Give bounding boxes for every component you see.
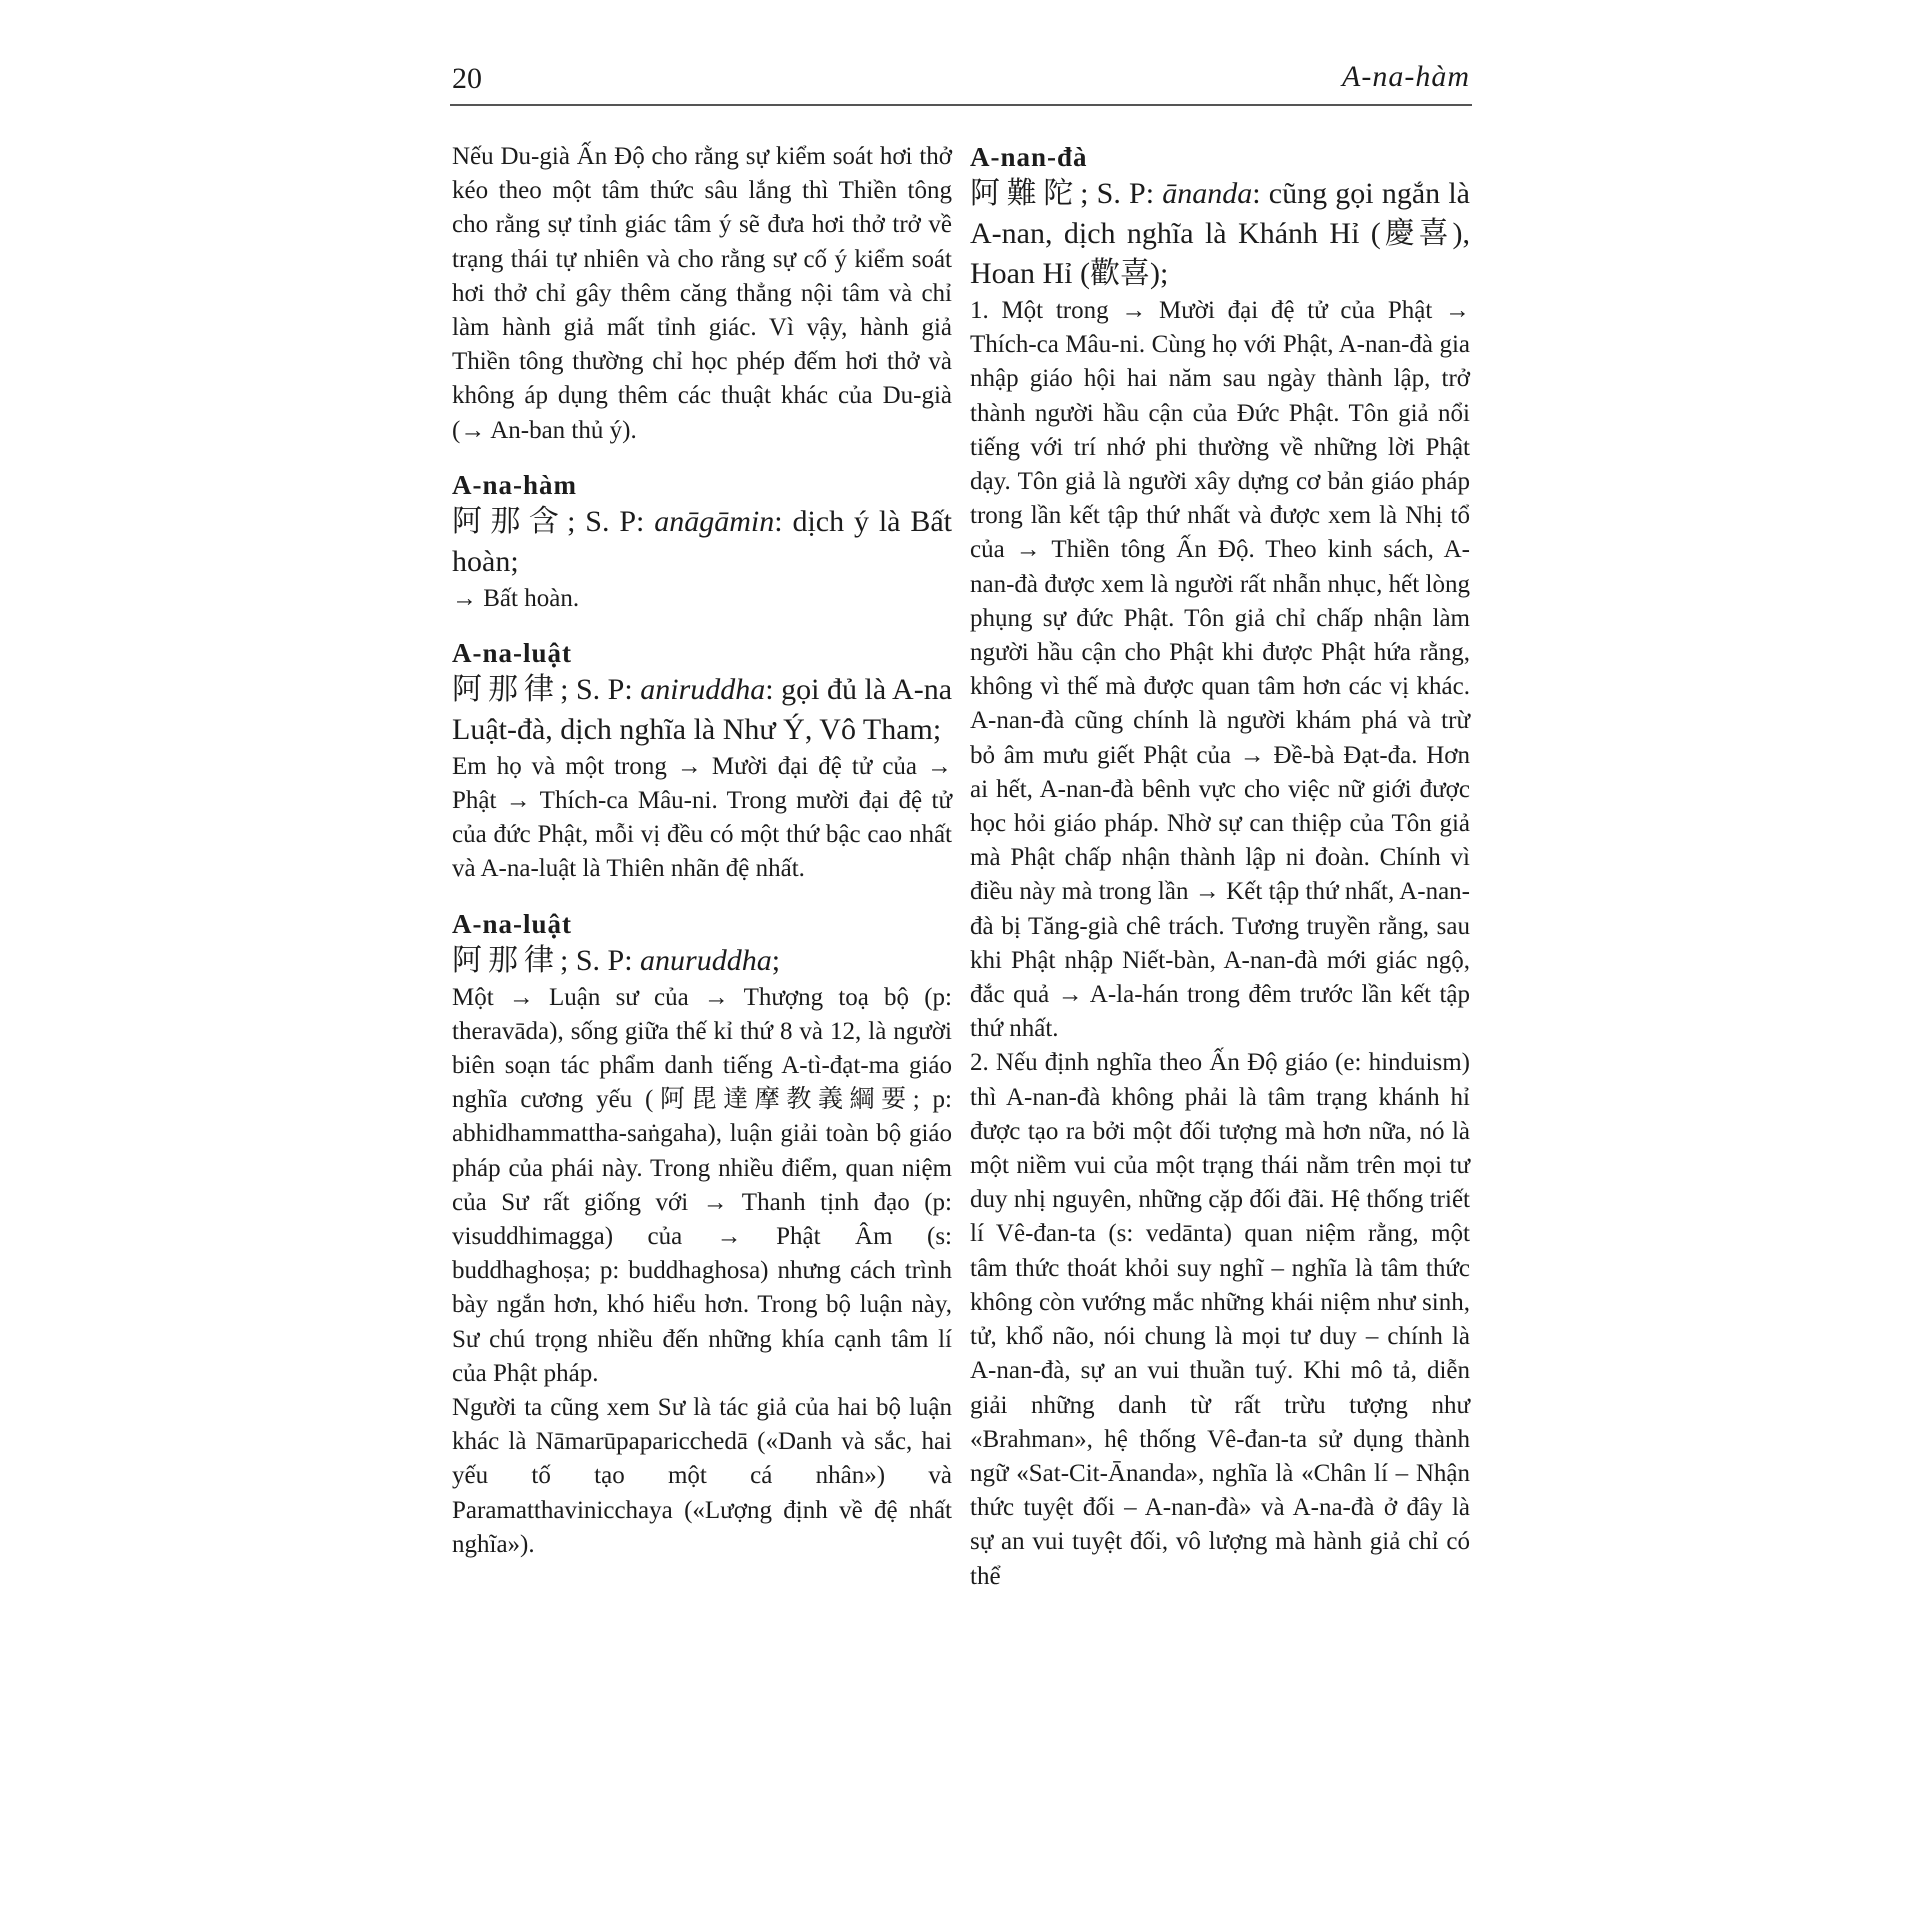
entry-body: Một → Luận sư của → Thượng toạ bộ (p: theravāda), sống giữa thế kỉ thứ 8 và 12, là người biên soạn tác phẩm danh tiếng A-tì-đạt-ma giáo nghĩa cương yếu (阿毘達摩教義綱要; p: abhidhammattha-saṅgaha), luận giải toàn bộ giáo pháp của phái này. Trong nhiều điểm, quan niệm của Sư rất giống với → Thanh tịnh đạo (p: visuddhimagga) của → Phật Âm (s: buddhaghoṣa; p: buddhaghosa) nhưng cách trình bày ngắn hơn, khó hiểu hơn. Trong bộ luận này, Sư chú trọng nhiều đến những khía cạnh tâm lí của Phật pháp. [452,983,952,1387]
entry-body: → Bất hoàn. [452,584,580,612]
hanzi: 阿那律 [452,672,561,706]
entry-a-nan-da [970,140,1470,1594]
entry-body: 1. Một trong → Mười đại đệ tử của Phật → Thích-ca Mâu-ni. Cùng họ với Phật, A-nan-đà gia nhập giáo hội hai năm sau ngày thành lập, trở thành người hầu cận của Đức Phật. Tôn giả nổi tiếng với trí nhớ phi thường về những lời Phật dạy. Tôn giả là người xây dựng cơ bản giáo pháp trong lần kết tập thứ nhất và được xem là Nhị tổ của → Thiền tông Ấn Độ. Theo kinh sách, A-nan-đà được xem là người rất nhẫn nhục, hết lòng phụng sự đức Phật. Tôn giả chỉ chấp nhận làm người hầu cận cho Phật khi được Phật hứa rằng, không vì thế mà được quan tâm hơn các vị khác. A-nan-đà cũng chính là người khám phá và trừ bỏ âm mưu giết Phật của → Đề-bà Đạt-đa. Hơn ai hết, A-nan-đà bênh vực cho việc nữ giới được học hỏi giáo pháp. Nhờ sự can thiệp của Tôn giả mà Phật chấp nhận thành lập ni đoàn. Chính vì điều này mà trong lần → Kết tập thứ nhất, A-nan-đà bị Tăng-già chê trách. Tương truyền rằng, sau khi Phật nhập Niết-bàn, A-nan-đà mới giác ngộ, đắc quả → A-la-hán trong đêm trước lần kết tập thứ nhất. [970,297,1470,1043]
entry-headword: A-na-hàm [452,469,578,500]
entry-body: Em họ và một trong → Mười đại đệ tử của → Phật → Thích-ca Mâu-ni. Trong mười đại đệ tử của đức Phật, mỗi vị đều có một thứ bậc cao nhất và A-na-luật là Thiên nhãn đệ nhất. [452,752,952,883]
sanskrit-term: anuruddha [640,943,772,977]
intro-paragraph: Nếu Du-già Ấn Độ cho rằng sự kiểm soát hơi thở kéo theo một tâm thức sâu lắng thì Thiền tông cho rằng sự tỉnh giác tâm ý sẽ đưa hơi thở trở về trạng thái tự nhiên và cho rằng sự cố ý kiểm soát hơi thở chỉ gây thêm căng thẳng nội tâm và chỉ làm hành giả mất tỉnh giác. Vì vậy, hành giả Thiền tông thường chỉ học phép đếm hơi thở và không áp dụng thêm các thuật khác của Du-già (→ An-ban thủ ý). [452,143,952,444]
hanzi: 阿那含 [452,504,568,538]
sanskrit-term: aniruddha [640,672,766,706]
entry-etymology: 阿那含; S. P: anāgāmin: dịch ý là Bất hoàn; [452,504,953,578]
entry-headword: A-na-luật [452,637,573,668]
entry-a-na-luat-2 [452,907,952,1562]
entry-headword: A-na-luật [452,908,573,939]
hanzi: 阿難陀 [970,177,1081,210]
right-column [970,140,1470,1594]
sanskrit-term: anāgāmin [654,504,775,538]
entry-etymology: 阿那律; S. P: anuruddha; [452,943,781,977]
entry-etymology: 阿那律; S. P: aniruddha: gọi đủ là A-na Luật-đà, dịch nghĩa là Như Ý, Vô Tham; [452,672,953,746]
entry-body: Người ta cũng xem Sư là tác giả của hai bộ luận khác là Nāmarūpaparicchedā («Danh và sắc, hai yếu tố tạo một cá nhân») và Paramatthavinicchaya («Lượng định về đệ nhất nghĩa»). [452,1394,952,1558]
page-header [450,58,1472,106]
entry-a-na-luat-1 [452,636,952,887]
entry-a-na-ham [452,468,952,616]
hanzi: 阿那律 [452,943,560,977]
sanskrit-term: ānanda [1162,177,1253,210]
entry-etymology: 阿難陀; S. P: ānanda: cũng gọi ngắn là A-nan, dịch nghĩa là Khánh Hỉ (慶喜), Hoan Hỉ (歡喜); [970,177,1471,290]
page-number: 20 [452,62,482,95]
entry-body: 2. Nếu định nghĩa theo Ấn Độ giáo (e: hinduism) thì A-nan-đà không phải là tâm trạng khánh hỉ được tạo ra bởi một đối tượng mà hơn nữa, nó là một niềm vui của một trạng thái nằm trên mọi tư duy nhị nguyên, những cặp đối đãi. Hệ thống triết lí Vê-đan-ta (s: vedānta) quan niệm rằng, một tâm thức thoát khỏi suy nghĩ – nghĩa là tâm thức không còn vướng mắc những khái niệm như sinh, tử, khổ não, nói chung là mọi tư duy – chính là A-nan-đà, sự an vui thuần tuý. Khi mô tả, diễn giải những danh từ rất trừu tượng như «Brahman», hệ thống Vê-đan-ta sử dụng thành ngữ «Sat-Cit-Ānanda», nghĩa là «Chân lí – Nhận thức tuyệt đối – A-nan-đà» và A-na-đà ở đây là sự an vui tuyệt đối, vô lượng mà hành giả chỉ có thể [970,1049,1470,1590]
entry-headword: A-nan-đà [970,142,1088,172]
left-column [452,140,952,1562]
running-head: A-na-hàm [1342,60,1470,93]
